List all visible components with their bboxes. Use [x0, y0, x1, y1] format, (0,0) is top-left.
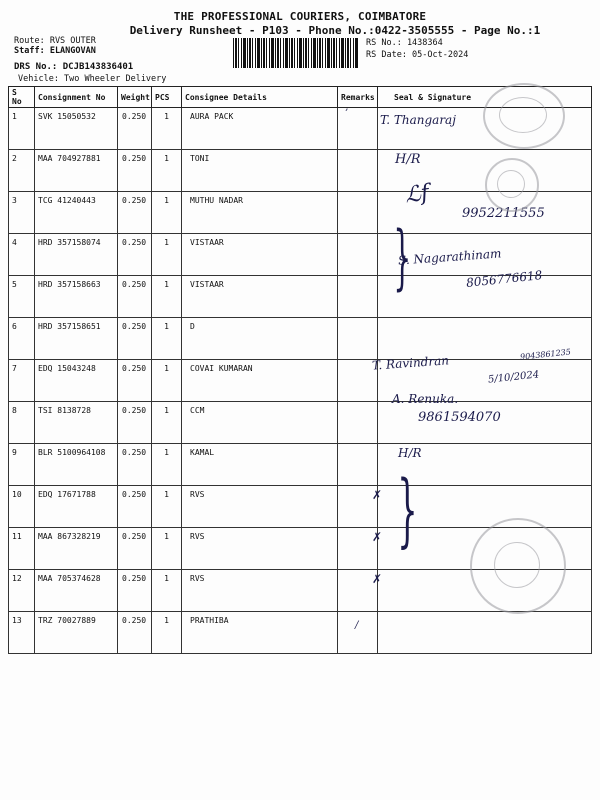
row-sno: 11 [9, 528, 35, 570]
row-consignment-no: HRD 357158651 [35, 318, 118, 360]
row-pcs: 1 [152, 570, 182, 612]
runsheet-title: Delivery Runsheet - P103 - Phone No.:0422-3505555 - Page No.:1 [129, 24, 541, 37]
row-remarks [338, 192, 378, 234]
row-pcs: 1 [152, 360, 182, 402]
row-weight: 0.250 [118, 150, 152, 192]
row-remarks [338, 402, 378, 444]
row-weight: 0.250 [118, 570, 152, 612]
table-row [9, 402, 592, 444]
row-weight: 0.250 [118, 318, 152, 360]
row-consignee: VISTAAR [182, 234, 338, 276]
row-remarks [338, 276, 378, 318]
row-consignment-no: HRD 357158663 [35, 276, 118, 318]
row-weight: 0.250 [118, 192, 152, 234]
row-consignment-no: EDQ 17671788 [35, 486, 118, 528]
company-seal-stamp-1 [483, 83, 565, 149]
signature-1: T. Thangaraj [380, 113, 456, 127]
row-consignee: CCM [182, 402, 338, 444]
row-pcs: 1 [152, 528, 182, 570]
row-weight: 0.250 [118, 402, 152, 444]
handwritten-hr-1: H/R [395, 152, 421, 167]
row-consignee: RVS [182, 570, 338, 612]
table-row [9, 444, 592, 486]
row-sno: 10 [9, 486, 35, 528]
brace-rows-10-13: } [397, 463, 418, 556]
row-consignment-no: TRZ 70027889 [35, 612, 118, 654]
row-weight: 0.250 [118, 444, 152, 486]
row-consignee: COVAI KUMARAN [182, 360, 338, 402]
row-remarks [338, 318, 378, 360]
row-sno: 6 [9, 318, 35, 360]
col-remarks: Remarks [338, 87, 378, 108]
barcode-image [233, 38, 358, 68]
row-weight: 0.250 [118, 360, 152, 402]
row-pcs: 1 [152, 612, 182, 654]
signature-5: A. Renuka. [392, 392, 459, 406]
row-sno: 7 [9, 360, 35, 402]
row-remarks [338, 612, 378, 654]
col-weight: Weight [118, 87, 152, 108]
row-seal-signature [378, 612, 592, 654]
row-pcs: 1 [152, 108, 182, 150]
rs-number: RS No.: 1438364 [366, 38, 443, 48]
table-row [9, 612, 592, 654]
table-row [9, 318, 592, 360]
row-sno: 3 [9, 192, 35, 234]
col-pcs: PCS [152, 87, 182, 108]
row-pcs: 1 [152, 150, 182, 192]
row-pcs: 1 [152, 318, 182, 360]
row-consignee: AURA PACK [182, 108, 338, 150]
check-mark-11: ✗ [372, 530, 383, 544]
row-remarks [338, 108, 378, 150]
row-consignment-no: MAA 867328219 [35, 528, 118, 570]
company-seal-stamp-2 [485, 158, 539, 212]
row-weight: 0.250 [118, 528, 152, 570]
row-remarks [338, 150, 378, 192]
row-weight: 0.250 [118, 612, 152, 654]
row-consignee: RVS [182, 528, 338, 570]
row-pcs: 1 [152, 402, 182, 444]
row-sno: 1 [9, 108, 35, 150]
row-consignee: RVS [182, 486, 338, 528]
row-pcs: 1 [152, 486, 182, 528]
row-consignee: PRATHIBA [182, 612, 338, 654]
row-consignment-no: MAA 705374628 [35, 570, 118, 612]
remark-tick-1: ’ [345, 108, 349, 119]
row-sno: 2 [9, 150, 35, 192]
row-consignment-no: HRD 357158074 [35, 234, 118, 276]
route-label: Route: RVS OUTER [14, 36, 96, 46]
signature-3: S. Nagarathinam [397, 246, 502, 268]
row-remarks [338, 444, 378, 486]
handwritten-hr-2: H/R [398, 446, 422, 460]
row-pcs: 1 [152, 276, 182, 318]
phone-1: 9952211555 [462, 206, 545, 221]
row-sno: 5 [9, 276, 35, 318]
col-consignment: Consignment No [35, 87, 118, 108]
signature-4: T. Ravindran [371, 353, 450, 373]
rs-date: RS Date: 05-Oct-2024 [366, 50, 469, 60]
row-sno: 8 [9, 402, 35, 444]
phone-2: 8056776618 [465, 268, 543, 290]
drs-number: DRS No.: DCJB143836401 [14, 62, 134, 72]
row-consignee: VISTAAR [182, 276, 338, 318]
col-seal: Seal & Signature [378, 87, 592, 108]
row-pcs: 1 [152, 234, 182, 276]
phone-4: 9861594070 [418, 410, 501, 425]
row-remarks [338, 234, 378, 276]
row-weight: 0.250 [118, 276, 152, 318]
row-consignment-no: BLR 5100964108 [35, 444, 118, 486]
staff-label: Staff: ELANGOVAN [14, 46, 96, 56]
row-weight: 0.250 [118, 108, 152, 150]
row-consignee: MUTHU NADAR [182, 192, 338, 234]
brace-rows-4-6: } [393, 216, 412, 298]
row-consignee: TONI [182, 150, 338, 192]
row-pcs: 1 [152, 444, 182, 486]
row-consignee: KAMAL [182, 444, 338, 486]
vehicle-label: Vehicle: Two Wheeler Delivery [18, 74, 167, 84]
signature-2: ℒf [403, 180, 431, 209]
remark-tick-13: / [355, 620, 359, 631]
check-mark-10: ✗ [372, 488, 383, 502]
phone-3: 9043861235 [519, 347, 572, 362]
col-sno: S No [9, 87, 35, 108]
row-consignee: D [182, 318, 338, 360]
row-consignment-no: TSI 8138728 [35, 402, 118, 444]
college-seal-stamp [470, 518, 566, 614]
row-consignment-no: EDQ 15043248 [35, 360, 118, 402]
row-consignment-no: TCG 41240443 [35, 192, 118, 234]
row-sno: 4 [9, 234, 35, 276]
date-handwritten: 5/10/2024 [487, 369, 540, 386]
row-pcs: 1 [152, 192, 182, 234]
check-mark-12: ✗ [372, 572, 383, 586]
table-row [9, 234, 592, 276]
row-sno: 12 [9, 570, 35, 612]
row-sno: 13 [9, 612, 35, 654]
row-consignment-no: SVK 15050532 [35, 108, 118, 150]
row-weight: 0.250 [118, 486, 152, 528]
row-consignment-no: MAA 704927881 [35, 150, 118, 192]
row-sno: 9 [9, 444, 35, 486]
row-weight: 0.250 [118, 234, 152, 276]
col-consignee: Consignee Details [182, 87, 338, 108]
company-title: THE PROFESSIONAL COURIERS, COIMBATORE [173, 10, 427, 23]
